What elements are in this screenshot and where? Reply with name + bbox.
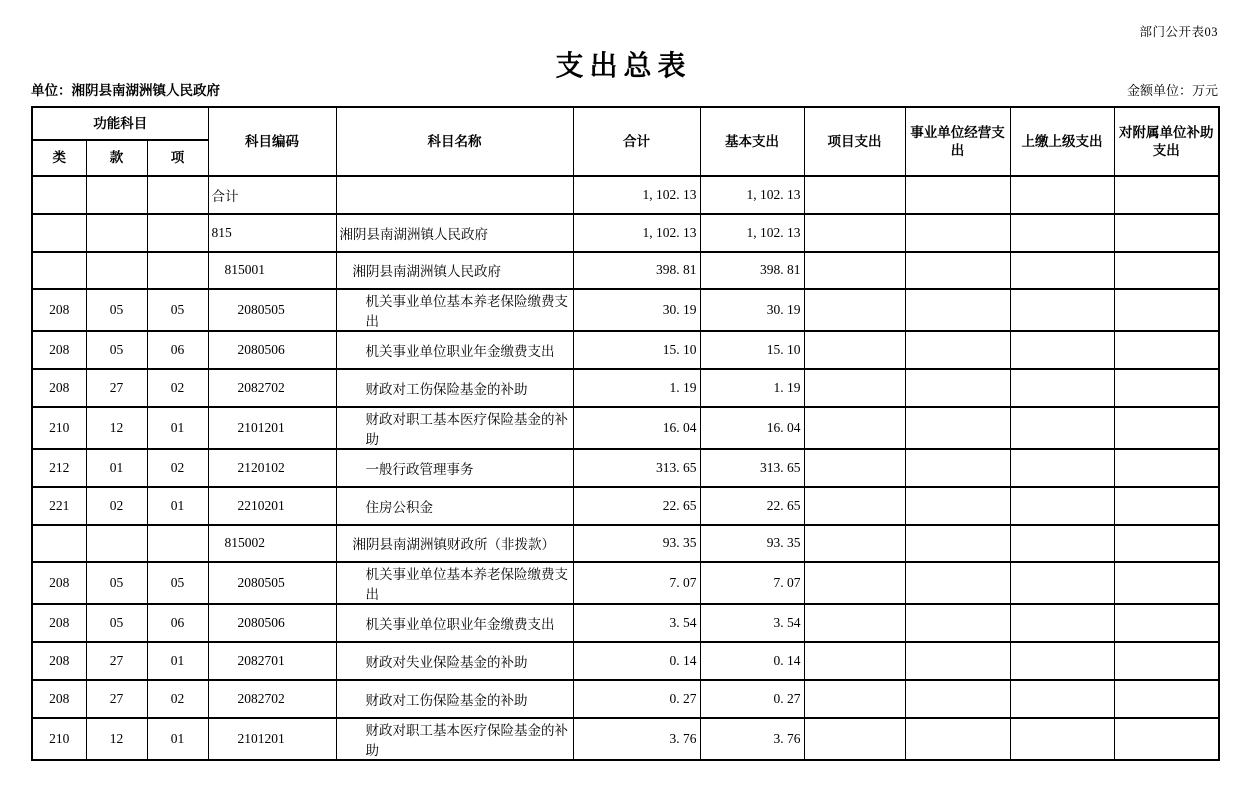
header-project-expenditure: 项目支出: [804, 107, 905, 176]
func-class-cell: 208: [32, 604, 86, 642]
operation-expenditure-cell: [905, 487, 1010, 525]
project-expenditure-cell: [804, 525, 905, 563]
upper-level-expenditure-cell: [1010, 407, 1114, 449]
total-cell: 398. 81: [573, 252, 700, 290]
total-cell: 7. 07: [573, 562, 700, 604]
func-item-cell: 01: [147, 407, 208, 449]
upper-level-expenditure-cell: [1010, 642, 1114, 680]
subsidy-expenditure-cell: [1114, 718, 1219, 760]
func-section-cell: 05: [86, 331, 147, 369]
func-class-cell: 212: [32, 449, 86, 487]
subsidy-expenditure-cell: [1114, 331, 1219, 369]
subsidy-expenditure-cell: [1114, 680, 1219, 718]
header-functional-subject: 功能科目: [32, 107, 208, 140]
table-row: [32, 562, 1219, 604]
table-row: [32, 642, 1219, 680]
page-title: 支出总表: [555, 50, 692, 81]
subject-code-cell: 合计: [208, 176, 336, 214]
func-class-cell: 208: [32, 562, 86, 604]
func-item-cell: 06: [147, 331, 208, 369]
header-func-item: 项: [147, 140, 208, 176]
table-row: [32, 604, 1219, 642]
func-item-cell: 05: [147, 289, 208, 331]
func-class-cell: 208: [32, 331, 86, 369]
operation-expenditure-cell: [905, 331, 1010, 369]
table-row: [32, 680, 1219, 718]
upper-level-expenditure-cell: [1010, 449, 1114, 487]
total-cell: 1, 102. 13: [573, 214, 700, 252]
func-class-cell: [32, 252, 86, 290]
upper-level-expenditure-cell: [1010, 680, 1114, 718]
operation-expenditure-cell: [905, 718, 1010, 760]
operation-expenditure-cell: [905, 525, 1010, 563]
func-class-cell: [32, 214, 86, 252]
subject-code-cell: 815002: [208, 525, 336, 563]
func-class-cell: 208: [32, 369, 86, 407]
operation-expenditure-cell: [905, 642, 1010, 680]
subject-name-cell: 一般行政管理事务: [336, 449, 573, 487]
table-row: [32, 214, 1219, 252]
operation-expenditure-cell: [905, 176, 1010, 214]
subsidy-expenditure-cell: [1114, 214, 1219, 252]
func-section-cell: 01: [86, 449, 147, 487]
operation-expenditure-cell: [905, 369, 1010, 407]
subject-name-cell: 机关事业单位职业年金缴费支出: [336, 604, 573, 642]
subsidy-expenditure-cell: [1114, 252, 1219, 290]
operation-expenditure-cell: [905, 407, 1010, 449]
func-section-cell: 05: [86, 562, 147, 604]
header-subsidy-expenditure: 对附属单位补助支出: [1114, 107, 1219, 176]
upper-level-expenditure-cell: [1010, 718, 1114, 760]
func-class-cell: 221: [32, 487, 86, 525]
upper-level-expenditure-cell: [1010, 331, 1114, 369]
upper-level-expenditure-cell: [1010, 487, 1114, 525]
project-expenditure-cell: [804, 449, 905, 487]
subsidy-expenditure-cell: [1114, 562, 1219, 604]
subject-code-cell: 2101201: [208, 407, 336, 449]
subject-name-cell: 湘阴县南湖洲镇财政所（非拨款）: [336, 525, 573, 563]
basic-expenditure-cell: 22. 65: [700, 487, 804, 525]
table-row: [32, 289, 1219, 331]
func-item-cell: [147, 214, 208, 252]
project-expenditure-cell: [804, 214, 905, 252]
basic-expenditure-cell: 3. 76: [700, 718, 804, 760]
unit-label: 单位：湘阴县南湖洲镇人民政府: [31, 83, 220, 98]
operation-expenditure-cell: [905, 680, 1010, 718]
subsidy-expenditure-cell: [1114, 289, 1219, 331]
total-cell: 0. 27: [573, 680, 700, 718]
basic-expenditure-cell: 1, 102. 13: [700, 176, 804, 214]
basic-expenditure-cell: 313. 65: [700, 449, 804, 487]
subsidy-expenditure-cell: [1114, 642, 1219, 680]
subject-name-cell: 湘阴县南湖洲镇人民政府: [336, 214, 573, 252]
total-cell: 30. 19: [573, 289, 700, 331]
project-expenditure-cell: [804, 642, 905, 680]
total-cell: 1. 19: [573, 369, 700, 407]
amount-unit-label: 金额单位：万元: [1126, 83, 1218, 98]
func-class-cell: 210: [32, 718, 86, 760]
total-cell: 22. 65: [573, 487, 700, 525]
operation-expenditure-cell: [905, 214, 1010, 252]
subject-name-cell: 机关事业单位基本养老保险缴费支出: [336, 562, 573, 604]
func-item-cell: 01: [147, 718, 208, 760]
table-row: [32, 449, 1219, 487]
subsidy-expenditure-cell: [1114, 449, 1219, 487]
table-row: [32, 718, 1219, 760]
project-expenditure-cell: [804, 252, 905, 290]
header-operation-expenditure: 事业单位经营支出: [905, 107, 1010, 176]
table-row: [32, 252, 1219, 290]
subsidy-expenditure-cell: [1114, 176, 1219, 214]
meta-row: [31, 79, 1218, 99]
table-row: [32, 369, 1219, 407]
func-item-cell: [147, 252, 208, 290]
subject-name-cell: 住房公积金: [336, 487, 573, 525]
project-expenditure-cell: [804, 562, 905, 604]
operation-expenditure-cell: [905, 289, 1010, 331]
upper-level-expenditure-cell: [1010, 604, 1114, 642]
doc-label: 部门公开表03: [1139, 25, 1218, 39]
func-section-cell: 02: [86, 487, 147, 525]
table-header: [32, 107, 1219, 176]
func-item-cell: 02: [147, 680, 208, 718]
basic-expenditure-cell: 1, 102. 13: [700, 214, 804, 252]
operation-expenditure-cell: [905, 252, 1010, 290]
upper-level-expenditure-cell: [1010, 562, 1114, 604]
func-class-cell: [32, 176, 86, 214]
header-func-class: 类: [32, 140, 86, 176]
func-section-cell: [86, 252, 147, 290]
project-expenditure-cell: [804, 176, 905, 214]
func-item-cell: 05: [147, 562, 208, 604]
header-subject-name: 科目名称: [336, 107, 573, 176]
subject-name-cell: 湘阴县南湖洲镇人民政府: [336, 252, 573, 290]
subject-code-cell: 2080505: [208, 562, 336, 604]
subject-code-cell: 2082702: [208, 369, 336, 407]
project-expenditure-cell: [804, 289, 905, 331]
project-expenditure-cell: [804, 407, 905, 449]
func-item-cell: [147, 525, 208, 563]
subject-name-cell: 财政对工伤保险基金的补助: [336, 680, 573, 718]
header-basic-expenditure: 基本支出: [700, 107, 804, 176]
operation-expenditure-cell: [905, 449, 1010, 487]
subject-code-cell: 815001: [208, 252, 336, 290]
table-body: [32, 176, 1219, 760]
header-total: 合计: [573, 107, 700, 176]
table-row: [32, 487, 1219, 525]
func-section-cell: 27: [86, 642, 147, 680]
project-expenditure-cell: [804, 718, 905, 760]
func-section-cell: [86, 176, 147, 214]
total-cell: 0. 14: [573, 642, 700, 680]
func-item-cell: 02: [147, 449, 208, 487]
subject-name-cell: 机关事业单位基本养老保险缴费支出: [336, 289, 573, 331]
total-cell: 1, 102. 13: [573, 176, 700, 214]
subsidy-expenditure-cell: [1114, 525, 1219, 563]
subject-code-cell: 2120102: [208, 449, 336, 487]
func-item-cell: [147, 176, 208, 214]
basic-expenditure-cell: 16. 04: [700, 407, 804, 449]
upper-level-expenditure-cell: [1010, 252, 1114, 290]
subject-code-cell: 2082701: [208, 642, 336, 680]
subject-name-cell: 财政对工伤保险基金的补助: [336, 369, 573, 407]
subject-name-cell: 机关事业单位职业年金缴费支出: [336, 331, 573, 369]
subsidy-expenditure-cell: [1114, 369, 1219, 407]
func-item-cell: 01: [147, 487, 208, 525]
upper-level-expenditure-cell: [1010, 289, 1114, 331]
basic-expenditure-cell: 30. 19: [700, 289, 804, 331]
subject-code-cell: 2080506: [208, 331, 336, 369]
subsidy-expenditure-cell: [1114, 407, 1219, 449]
basic-expenditure-cell: 3. 54: [700, 604, 804, 642]
upper-level-expenditure-cell: [1010, 369, 1114, 407]
func-section-cell: [86, 525, 147, 563]
table-row: [32, 407, 1219, 449]
total-cell: 16. 04: [573, 407, 700, 449]
project-expenditure-cell: [804, 331, 905, 369]
subject-name-cell: [336, 176, 573, 214]
subject-code-cell: 2082702: [208, 680, 336, 718]
total-cell: 3. 76: [573, 718, 700, 760]
func-class-cell: 210: [32, 407, 86, 449]
subject-name-cell: 财政对职工基本医疗保险基金的补助: [336, 718, 573, 760]
basic-expenditure-cell: 7. 07: [700, 562, 804, 604]
subject-code-cell: 2101201: [208, 718, 336, 760]
expenditure-summary-table: [31, 106, 1220, 761]
basic-expenditure-cell: 0. 14: [700, 642, 804, 680]
func-class-cell: 208: [32, 680, 86, 718]
subject-code-cell: 2080505: [208, 289, 336, 331]
func-section-cell: [86, 214, 147, 252]
func-class-cell: 208: [32, 642, 86, 680]
subject-code-cell: 2210201: [208, 487, 336, 525]
basic-expenditure-cell: 1. 19: [700, 369, 804, 407]
upper-level-expenditure-cell: [1010, 525, 1114, 563]
subject-code-cell: 815: [208, 214, 336, 252]
func-section-cell: 27: [86, 369, 147, 407]
upper-level-expenditure-cell: [1010, 214, 1114, 252]
total-cell: 15. 10: [573, 331, 700, 369]
func-section-cell: 05: [86, 604, 147, 642]
project-expenditure-cell: [804, 680, 905, 718]
basic-expenditure-cell: 93. 35: [700, 525, 804, 563]
func-item-cell: 06: [147, 604, 208, 642]
func-item-cell: 01: [147, 642, 208, 680]
basic-expenditure-cell: 0. 27: [700, 680, 804, 718]
func-class-cell: [32, 525, 86, 563]
func-section-cell: 12: [86, 407, 147, 449]
total-cell: 3. 54: [573, 604, 700, 642]
total-cell: 313. 65: [573, 449, 700, 487]
table-row: [32, 525, 1219, 563]
func-section-cell: 05: [86, 289, 147, 331]
table-row: [32, 176, 1219, 214]
subject-name-cell: 财政对失业保险基金的补助: [336, 642, 573, 680]
upper-level-expenditure-cell: [1010, 176, 1114, 214]
header-upper-level-expenditure: 上缴上级支出: [1010, 107, 1114, 176]
project-expenditure-cell: [804, 487, 905, 525]
func-item-cell: 02: [147, 369, 208, 407]
project-expenditure-cell: [804, 604, 905, 642]
basic-expenditure-cell: 398. 81: [700, 252, 804, 290]
header-subject-code: 科目编码: [208, 107, 336, 176]
func-class-cell: 208: [32, 289, 86, 331]
operation-expenditure-cell: [905, 562, 1010, 604]
subject-code-cell: 2080506: [208, 604, 336, 642]
total-cell: 93. 35: [573, 525, 700, 563]
basic-expenditure-cell: 15. 10: [700, 331, 804, 369]
header-func-section: 款: [86, 140, 147, 176]
subject-name-cell: 财政对职工基本医疗保险基金的补助: [336, 407, 573, 449]
func-section-cell: 27: [86, 680, 147, 718]
table-row: [32, 331, 1219, 369]
subsidy-expenditure-cell: [1114, 487, 1219, 525]
operation-expenditure-cell: [905, 604, 1010, 642]
subsidy-expenditure-cell: [1114, 604, 1219, 642]
project-expenditure-cell: [804, 369, 905, 407]
func-section-cell: 12: [86, 718, 147, 760]
